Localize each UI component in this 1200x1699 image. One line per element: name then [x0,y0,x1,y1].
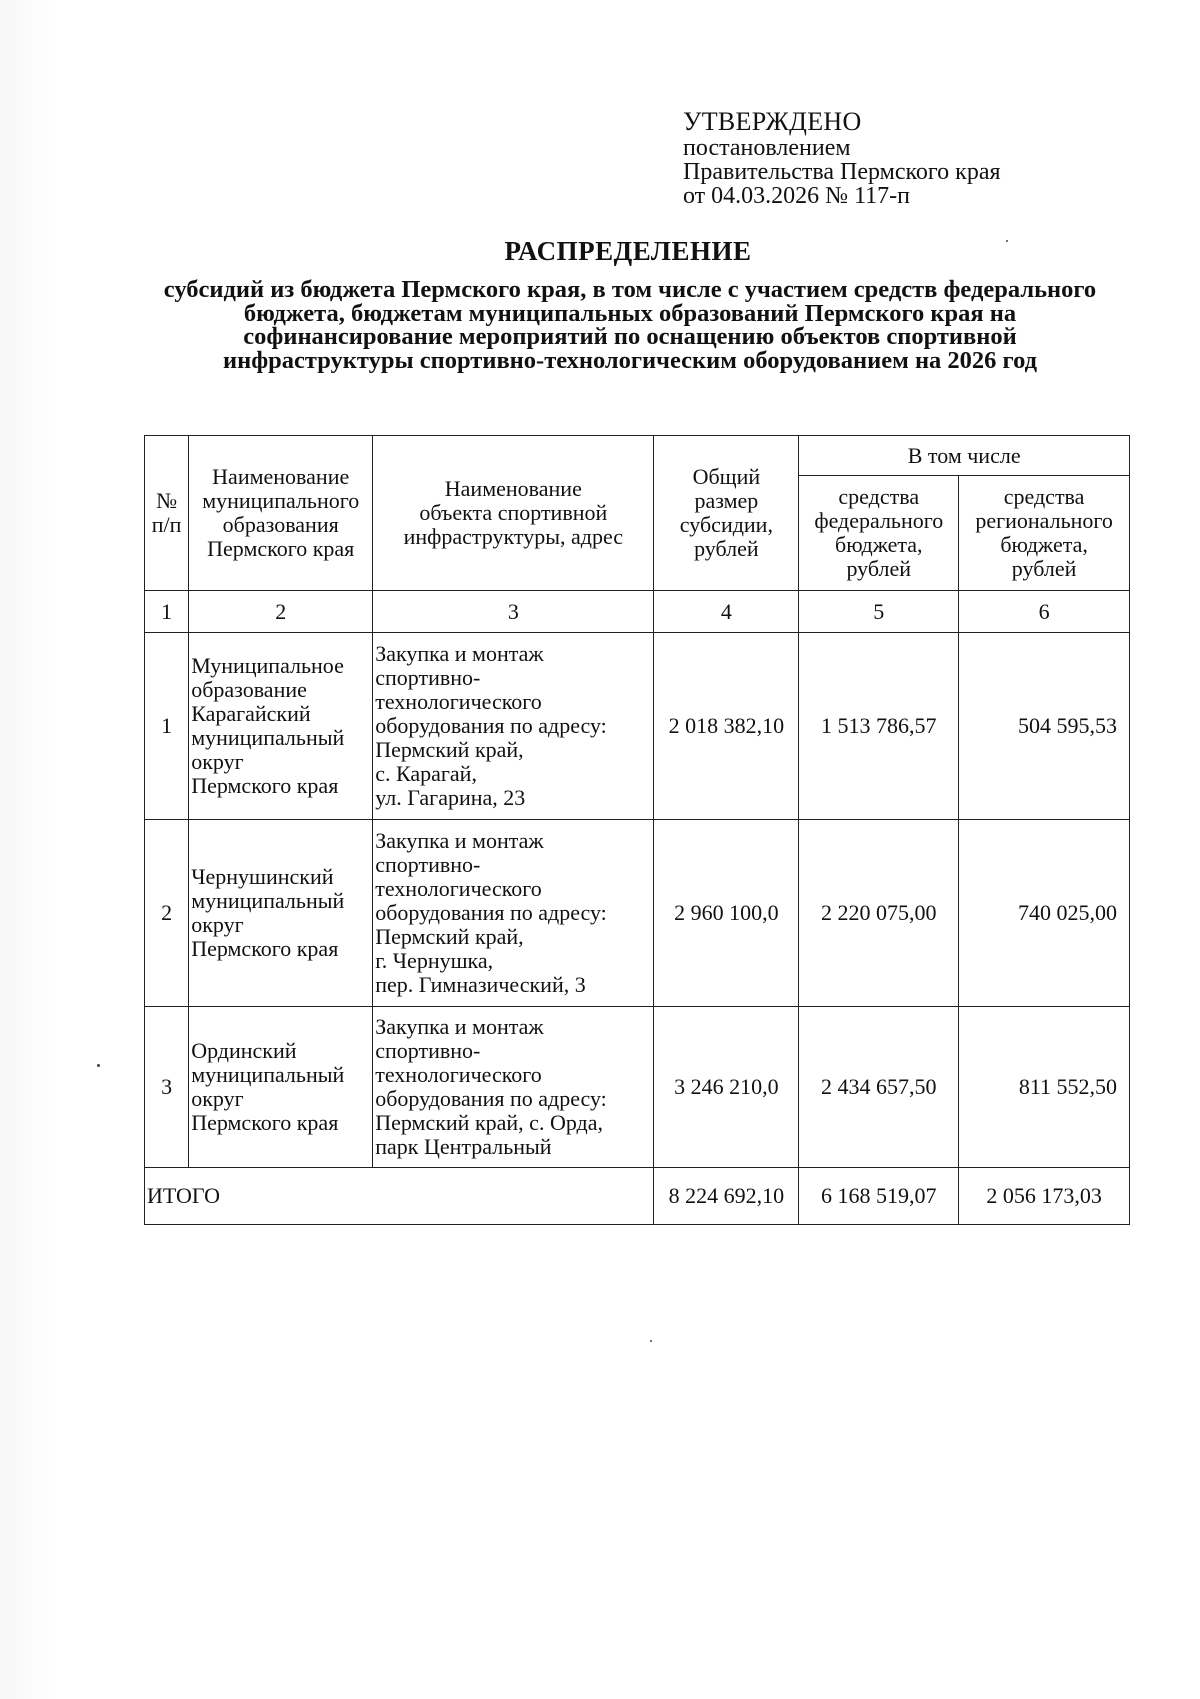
row-total: 2 018 382,10 [654,633,799,820]
header-total: Общий размер субсидии, рублей [654,436,799,591]
approval-line-2: Правительства Пермского края [683,159,1001,185]
row-regional: 811 552,50 [959,1007,1130,1168]
table-row [145,1007,1130,1168]
column-number: 3 [373,591,654,633]
total-sum: 8 224 692,10 [654,1168,799,1225]
row-federal: 2 434 657,50 [799,1007,959,1168]
approval-title: УТВЕРЖДЕНО [683,107,862,136]
row-object: Закупка и монтаж спортивно- технологического оборудования по адресу: Пермский край, с. Орда, парк Центральный [373,1007,654,1168]
total-regional: 2 056 173,03 [959,1168,1130,1225]
column-number: 6 [959,591,1130,633]
total-federal: 6 168 519,07 [799,1168,959,1225]
table-row [145,633,1130,820]
column-number: 2 [189,591,373,633]
total-label: ИТОГО [145,1168,654,1225]
row-federal: 2 220 075,00 [799,820,959,1007]
row-regional: 740 025,00 [959,820,1130,1007]
total-row [145,1168,1130,1225]
row-regional: 504 595,53 [959,633,1130,820]
column-number: 1 [145,591,189,633]
header-row-top [145,436,1130,476]
row-total: 2 960 100,0 [654,820,799,1007]
header-municipality: Наименование муниципального образования Пермского края [189,436,373,591]
header-num: № п/п [145,436,189,591]
row-object: Закупка и монтаж спортивно- технологического оборудования по адресу: Пермский край, с. Карагай, ул. Гагарина, 23 [373,633,654,820]
row-total: 3 246 210,0 [654,1007,799,1168]
scan-speck [650,1340,652,1342]
row-object: Закупка и монтаж спортивно- технологического оборудования по адресу: Пермский край, г. Чернушка, пер. Гимназический, 3 [373,820,654,1007]
row-num: 3 [145,1007,189,1168]
row-municipality: Муниципальное образование Карагайский муниципальный округ Пермского края [189,633,373,820]
row-num: 1 [145,633,189,820]
document-title: РАСПРЕДЕЛЕНИЕ [504,236,752,266]
header-regional: средства регионального бюджета, рублей [959,476,1130,591]
scan-speck [97,1064,100,1067]
row-municipality: Чернушинский муниципальный округ Пермского края [189,820,373,1007]
approval-line-3: от 04.03.2026 № 117-п [683,183,911,209]
row-federal: 1 513 786,57 [799,633,959,820]
document-subtitle: субсидий из бюджета Пермского края, в том числе с участием средств федерального бюджета, бюджетам муниципальных образований Пермского края на софинансирование мероприятий по оснащению объектов спортивной инфраструктуры спортивно-технологическим оборудованием на 2026 год [163,276,1097,374]
header-object: Наименование объекта спортивной инфраструктуры, адрес [373,436,654,591]
row-num: 2 [145,820,189,1007]
column-number-row [145,591,1130,633]
table-row [145,820,1130,1007]
distribution-table [144,435,1130,1225]
approval-stamp [683,108,1001,208]
header-federal: средства федерального бюджета, рублей [799,476,959,591]
header-including: В том числе [799,436,1130,476]
row-municipality: Ординский муниципальный округ Пермского края [189,1007,373,1168]
column-number: 5 [799,591,959,633]
approval-line-1: постановлением [683,135,851,161]
column-number: 4 [654,591,799,633]
scan-speck [1006,240,1008,242]
